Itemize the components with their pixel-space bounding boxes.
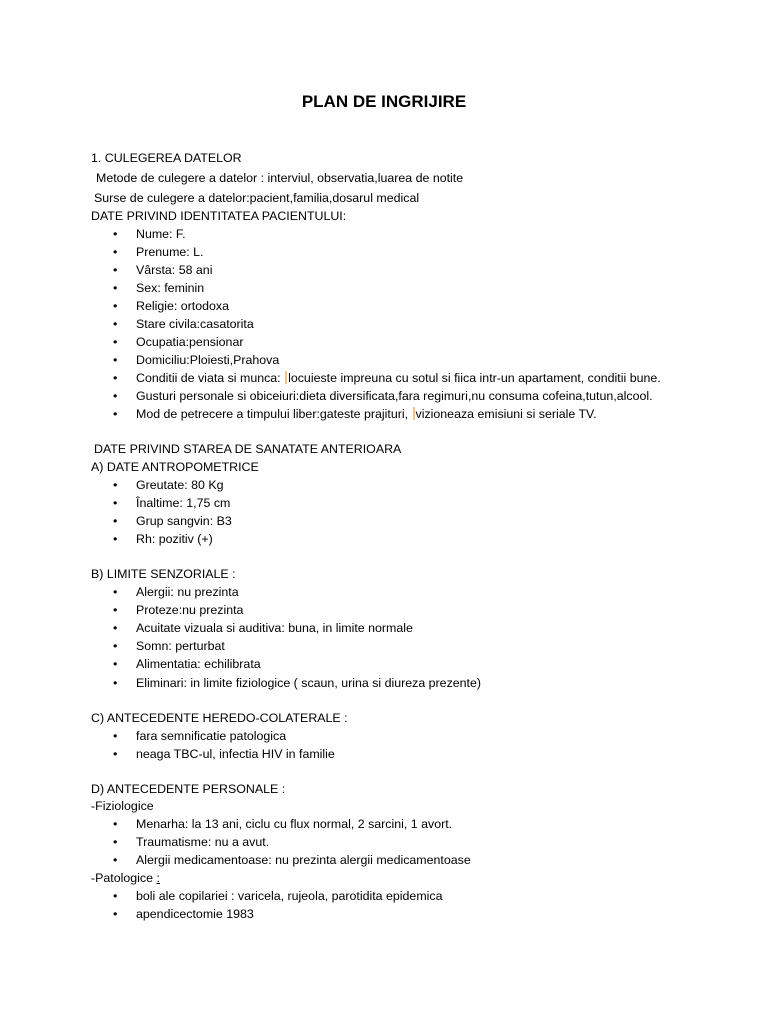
subsection-b-heading: B) LIMITE SENZORIALE :	[91, 567, 236, 581]
methods-line: Metode de culegere a datelor : interviul, observatia,luarea de notite	[96, 171, 464, 185]
sources-line: Surse de culegere a datelor:pacient,familia,dosarul medical	[94, 191, 420, 205]
section-heading: 1. CULEGEREA DATELOR	[91, 151, 242, 165]
physiological-label: -Fiziologice	[91, 799, 154, 813]
document-title: PLAN DE INGRIJIRE	[301, 92, 467, 111]
subsection-c-heading: C) ANTECEDENTE HEREDO-COLATERALE :	[91, 711, 348, 725]
text-cursor-marker	[413, 407, 415, 420]
subsection-d-heading: D) ANTECEDENTE PERSONALE :	[91, 782, 286, 796]
subsection-a-heading: A) DATE ANTROPOMETRICE	[91, 460, 259, 474]
pathological-label: -Patologice :	[91, 871, 160, 885]
health-heading: DATE PRIVIND STAREA DE SANATATE ANTERIOARA	[94, 442, 402, 456]
document-page: PLAN DE INGRIJIRE 1. CULEGEREA DATELOR Metode de culegere a datelor : interviul, observatia,luarea de notite Surse de culegere a datelor:pacient,familia,dosarul medical DATE PRIVIND IDENTITATEA PACIENTULUI: • Nume: F. • Prenume: L. • Vârsta: 58 ani • Sex: feminin • Religie: ortodoxa • Stare civila:casatorita • Ocupatia:pensionar • Domiciliu:Ploiesti,Prahova • Conditii de viata si munca: locuieste impreuna cu sotul si fiica intr-un apartament, conditii bune. • Gusturi personale si obiceiuri:dieta diversificata,fara regimuri,nu consuma cofeina,tutun,alcool. • Mod de petrecere a timpului liber:gateste prajituri, vizioneaza emisiuni si seriale TV. DATE PRIVIND STAREA DE SANATATE ANTERIOARA A) DATE ANTROPOMETRICE • Greutate: 80 Kg • Înaltime: 1,75 cm • Grup sangvin: B3 • Rh: pozitiv (+) B) LIMITE SENZORIALE : • Alergii: nu prezinta • Proteze:nu prezinta • Acuitate vizuala si auditiva: buna, in limite normale • Somn: perturbat • Alimentatia: echilibrata • Eliminari: in limite fiziologice ( scaun, urina si diureza prezente) C) ANTECEDENTE HEREDO-COLATERALE : • fara semnificatie patologica • neaga TBC-ul, infectia HIV in familie D) ANTECEDENTE PERSONALE : -Fiziologice • Menarha: la 13 ani, ciclu cu flux normal, 2 sarcini, 1 avort. • Traumatisme: nu a avut. • Alergii medicamentoase: nu prezinta alergii medicamentoase -Patologice : • boli ale copilariei : varicela, rujeola, parotidita epidemica • apendicectomie 1983	[0, 0, 768, 1024]
text-cursor-marker	[285, 371, 287, 384]
identity-heading: DATE PRIVIND IDENTITATEA PACIENTULUI:	[91, 209, 347, 223]
